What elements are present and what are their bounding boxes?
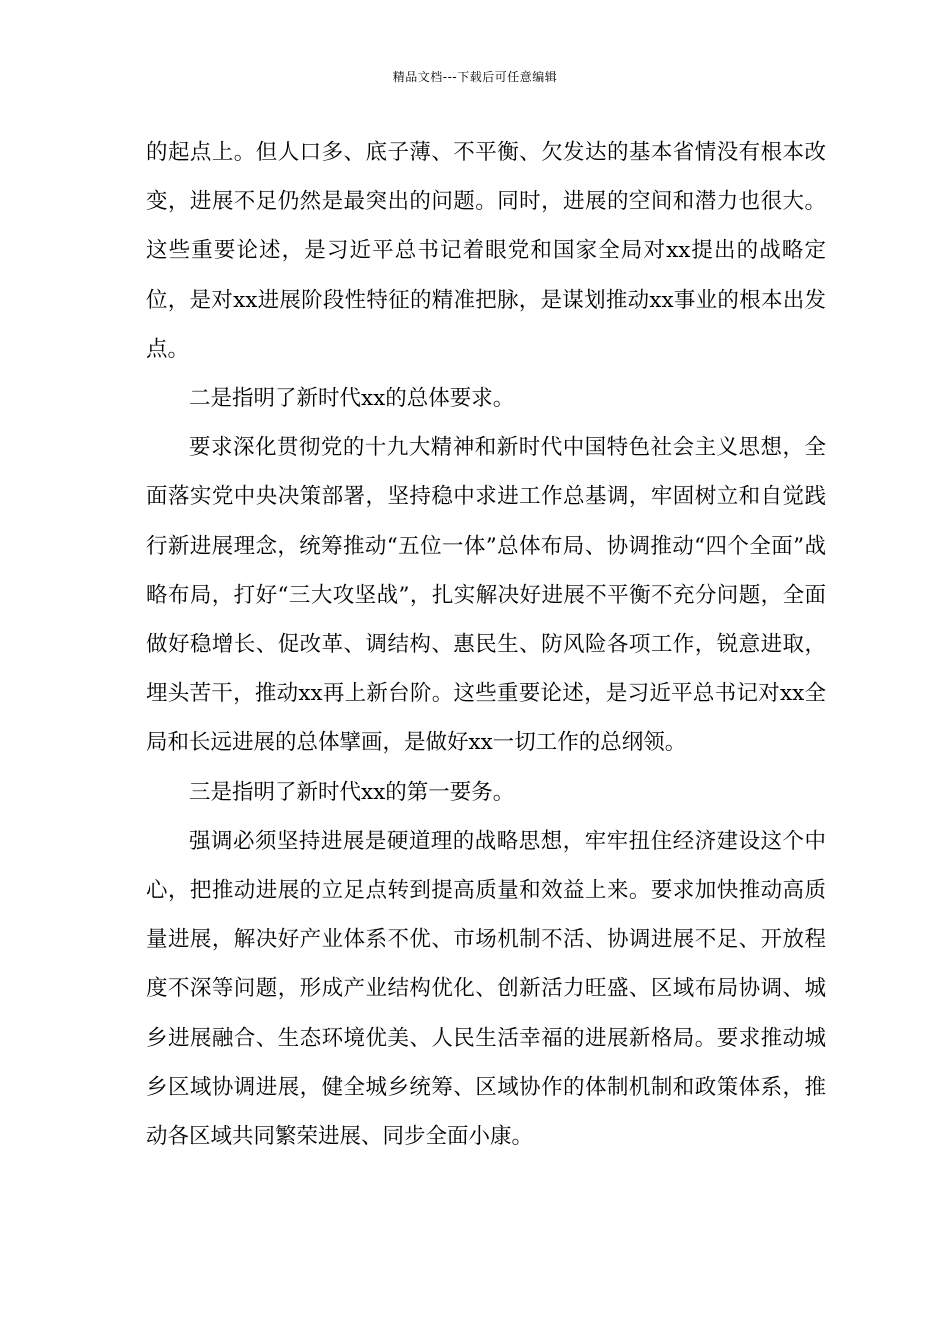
- paragraph-5: 强调必须坚持进展是硬道理的战略思想，牢牢扭住经济建设这个中心，把推动进展的立足点转到提高质量和效益上来。要求加快推动高质量进展，解决好产业体系不优、市场机制不活、协调进展不足、开放程度不深等问题，形成产业结构优化、创新活力旺盛、区域布局协调、城乡进展融合、生态环境优美、人民生活幸福的进展新格局。要求推动城乡区域协调进展，健全城乡统筹、区域协作的体制机制和政策体系，推动各区域共同繁荣进展、同步全面小康。: [146, 828, 826, 1150]
- paragraph-3: 要求深化贯彻党的十九大精神和新时代中国特色社会主义思想，全面落实党中央决策部署，坚持稳中求进工作总基调，牢固树立和自觉践行新进展理念，统筹推动“五位一体”总体布局、协调推动“四个全面”战略布局，打好“三大攻坚战”，扎实解决好进展不平衡不充分问题，全面做好稳增长、促改革、调结构、惠民生、防风险各项工作，锐意进取，埋头苦干，推动xx再上新台阶。这些重要论述，是习近平总书记对xx全局和长远进展的总体擘画，是做好xx一切工作的总纲领。: [146, 435, 826, 756]
- document-body: [146, 128, 826, 1161]
- page-header: 精品文档---下载后可任意编辑: [392, 70, 558, 84]
- paragraph-2-heading: 二是指明了新时代xx的总体要求。: [189, 386, 515, 412]
- paragraph-1: 的起点上。但人口多、底子薄、不平衡、欠发达的基本省情没有根本改变，进展不足仍然是最突出的问题。同时，进展的空间和潜力也很大。这些重要论述，是习近平总书记着眼党和国家全局对xx提出的战略定位，是对xx进展阶段性特征的精准把脉，是谋划推动xx事业的根本出发点。: [146, 140, 826, 362]
- paragraph-4-heading: 三是指明了新时代xx的第一要务。: [189, 779, 515, 805]
